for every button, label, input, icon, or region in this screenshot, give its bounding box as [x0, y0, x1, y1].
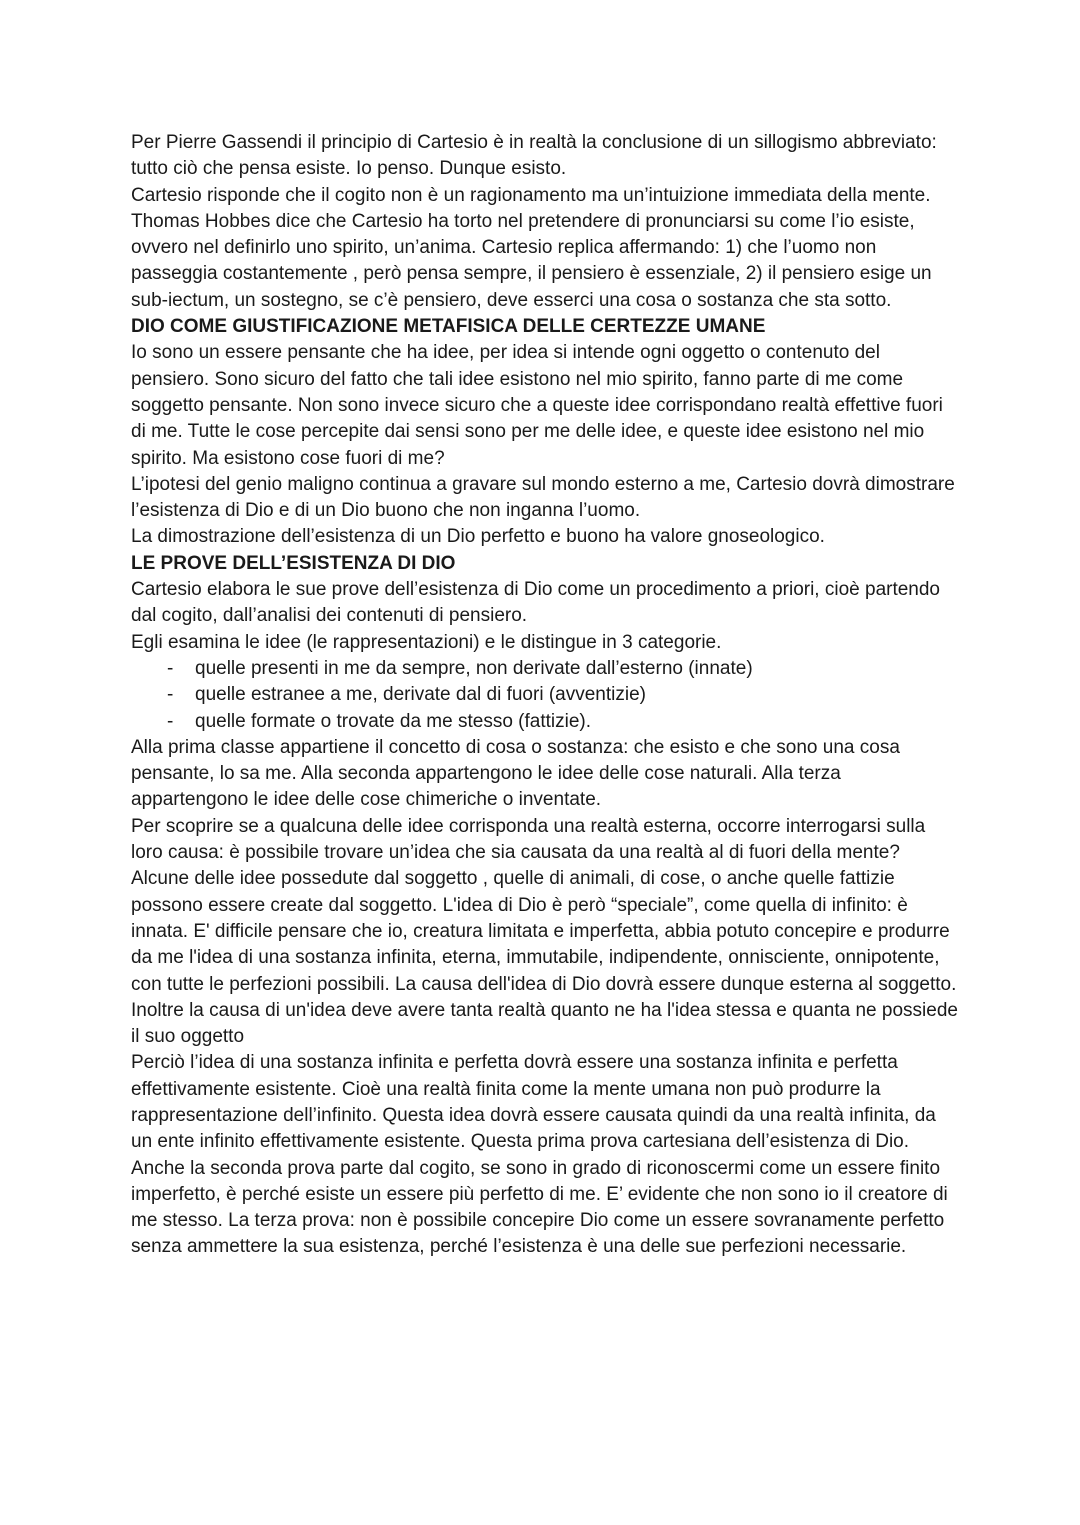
paragraph: Cartesio risponde che il cogito non è un ragionamento ma un’intuizione immediata della mente.: [131, 184, 931, 206]
paragraph: Alla prima classe appartiene il concetto di cosa o sostanza: che esisto e che sono una cosa pensante, lo sa me. Alla seconda appartengono le idee delle cose naturali. Alla terza appartengono le idee delle cose chimeriche o inventate.: [131, 736, 900, 811]
paragraph: Perciò l’idea di una sostanza infinita e perfetta dovrà essere una sostanza infinita e perfetta effettivamente esistente. Cioè una realtà finita come la mente umana non può produrre la rappresentazione dell’infinito. Questa idea dovrà essere causata quindi da una realtà infinita, da un ente infinito effettivamente esistente. Questa prima prova cartesiana dell’esistenza di Dio. Anche la seconda prova parte dal cogito, se sono in grado di riconoscermi come un essere finito imperfetto, è perché esiste un essere più perfetto di me. E’ evidente che non sono io il creatore di me stesso. La terza prova: non è possibile concepire Dio come un essere sovranamente perfetto senza ammettere la sua esistenza, perché l’esistenza è una delle sue perfezioni necessarie.: [131, 1052, 948, 1258]
section-heading: DIO COME GIUSTIFICAZIONE METAFISICA DELLE CERTEZZE UMANE: [131, 316, 766, 338]
document-page: [131, 130, 961, 1261]
paragraph: Per Pierre Gassendi il principio di Cartesio è in realtà la conclusione di un sillogismo abbreviato: tutto ciò che pensa esiste. Io penso. Dunque esisto.: [131, 132, 937, 180]
paragraph: Egli esamina le idee (le rappresentazioni) e le distingue in 3 categorie.: [131, 631, 722, 653]
list-item: - quelle formate o trovate da me stesso (fattizie).: [131, 709, 961, 735]
list-item: - quelle estranee a me, derivate dal di fuori (avventizie): [131, 682, 961, 708]
paragraph: Io sono un essere pensante che ha idee, per idea si intende ogni oggetto o contenuto del pensiero. Sono sicuro del fatto che tali idee esistono nel mio spirito, fanno parte di me come soggetto pensante. Non sono invece sicuro che a queste idee corrispondano realtà effettive fuori di me. Tutte le cose percepite dai sensi sono per me delle idee, e queste idee esistono nel mio spirito. Ma esistono cose fuori di me?: [131, 342, 943, 469]
bullet-list: [131, 656, 961, 735]
list-item: - quelle presenti in me da sempre, non derivate dall’esterno (innate): [131, 656, 961, 682]
paragraph: Thomas Hobbes dice che Cartesio ha torto nel pretendere di pronunciarsi su come l’io esiste, ovvero nel definirlo uno spirito, un’anima. Cartesio replica affermando: 1) che l’uomo non passeggia costantemente , però pensa sempre, il pensiero è essenziale, 2) il pensiero esige un sub-iectum, un sostegno, se c’è pensiero, deve esserci una cosa o sostanza che sta sotto.: [131, 210, 932, 311]
paragraph: La dimostrazione dell’esistenza di un Dio perfetto e buono ha valore gnoseologico.: [131, 526, 825, 548]
paragraph: Cartesio elabora le sue prove dell’esistenza di Dio come un procedimento a priori, cioè partendo dal cogito, dall’analisi dei contenuti di pensiero.: [131, 579, 941, 627]
paragraph: Alcune delle idee possedute dal soggetto , quelle di animali, di cose, o anche quelle fattizie possono essere create dal soggetto. L'idea di Dio è però “speciale”, come quella di infinito: è innata. E' difficile pensare che io, creatura limitata e imperfetta, abbia potuto concepire e produrre da me l'idea di una sostanza infinita, eterna, immutabile, indipendente, onnisciente, onnipotente, con tutte le perfezioni possibili. La causa dell'idea di Dio dovrà essere dunque esterna al soggetto. Inoltre la causa di un'idea deve avere tanta realtà quanto ne ha l'idea stessa e quanta ne possiede il suo oggetto: [131, 868, 958, 1048]
paragraph: L’ipotesi del genio maligno continua a gravare sul mondo esterno a me, Cartesio dovrà dimostrare l’esistenza di Dio e di un Dio buono che non inganna l’uomo.: [131, 473, 955, 522]
section-heading: LE PROVE DELL’ESISTENZA DI DIO: [131, 552, 456, 574]
paragraph: Per scoprire se a qualcuna delle idee corrisponda una realtà esterna, occorre interrogarsi sulla loro causa: è possibile trovare un’idea che sia causata da una realtà al di fuori della mente?: [131, 815, 926, 864]
